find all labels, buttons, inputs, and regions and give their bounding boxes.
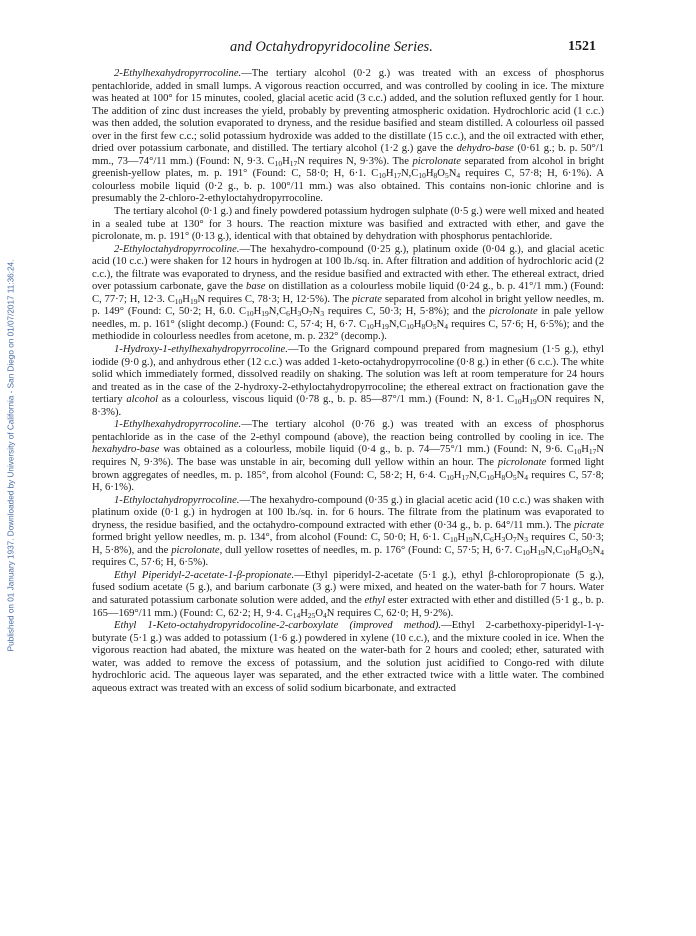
- paragraph-1-hydroxy-1-ethylhexahydropyrrocoline: 1-Hydroxy-1-ethylhexahydropyrrocoline.—To the Grignard compound prepared from magnesium (1·5 g.), ethyl iodide (9·0 g.), and anhydrous ether (12 c.c.) was added 1-keto-octahydropyrrocoline (0·8 g.) in ether (6 c.c.). The white solid which immediately formed, dissolved readily on shaking. The solution was left at room temperature for 24 hours and treated as in the case of the 2-hydroxy-2-ethyloctahydropyrrocoline; the ethereal extract on fractionation gave the tertiary alcohol as a colourless, viscous liquid (0·78 g., b. p. 85—87°/1 mm.) (Found: N, 8·1. $C_{10}H_{19}ON$ requires N, 8·3%).: [92, 344, 604, 418]
- paragraph-1-ethylhexahydropyrrocoline: 1-Ethylhexahydropyrrocoline.—The tertiary alcohol (0·76 g.) was treated with an excess of phosphorus pentachloride as in the case of the 2-ethyl compound (above), the reaction being controlled by cooling in ice. The hexahydro-base was obtained as a colourless, mobile liquid (0·4 g., b. p. 74—75°/1 mm.) (Found: N, 9·6. $C_{10}H_{17}N$ requires N, 9·3%). The base was unstable in air, becoming dull yellow within an hour. The picrolonate formed light brown aggregates of needles, m. p. 185°, from alcohol (Found: C, 58·2; H, 6·4. $C_{10}H_{17}N,C_{10}H_8O_5N_4$ requires C, 57·8; H, 6·1%).: [92, 419, 605, 494]
- page-header: [112, 38, 596, 60]
- page-number: 1521: [568, 39, 596, 54]
- paragraph-ethyl-keto-octahydropyridocoline-carboxylate: Ethyl 1-Keto-octahydropyridocoline-2-carboxylate (improved method).—Ethyl 2-carbethoxy-piperidyl-1-γ-butyrate (5·1 g.) was added to potassium (1·6 g.) powdered in xylene (10 c.c.), and the mixture cooled in ice. When the vigorous reaction had abated, the mixture was heated on the water-bath for 2 hours and cooled; ether, saturated with water, was added to remove the excess of potassium, and the solution just acidified to Congo-red with dilute hydrochloric acid. The aqueous layer was separated, and the ether extracted twice with a little water. The combined aqueous extract was treated with an excess of solid sodium bicarbonate, and extracted: [92, 620, 604, 694]
- paragraph-1-ethyloctahydropyrrocoline: 1-Ethyloctahydropyrrocoline.—The hexahydro-compound (0·35 g.) in glacial acetic acid (10 c.c.) was shaken with platinum oxide (0·1 g.) in hydrogen at 100 lb./sq. in. for 6 hours. The filtrate from the platinum was evaporated to dryness, the residue basified, and the octahydro-compound extracted with ether (0·34 g., b. p. 64°/11 mm.). The picrate formed bright yellow needles, m. p. 134°, from alcohol (Found: C, 50·0; H, 6·1. $C_{10}H_{19}N,C_6H_3O_7N_3$ requires C, 50·3; H, 5·8%), and the picrolonate, dull yellow rosettes of needles, m. p. 176° (Found: C, 57·5; H, 6·7. $C_{10}H_{19}N,C_{10}H_8O_5N_4$ requires C, 57·6; H, 6·5%).: [92, 494, 604, 569]
- paragraph-2-ethyloctahydropyrrocoline: 2-Ethyloctahydropyrrocoline.—The hexahydro-compound (0·25 g.), platinum oxide (0·04 g.), and glacial acetic acid (10 c.c.) were shaken for 12 hours in hydrogen at 100 lb./sq. in. After filtration and addition of hydrochloric acid (2 c.c.), the filtrate was evaporated to dryness, and the residue basified and extracted with ether. The ethereal extract, dried over potassium carbonate, gave the base on distillation as a colourless mobile liquid (0·24 g., b. p. 41°/1 mm.) (Found: C, 77·7; H, 12·3. $C_{10}H_{19}N$ requires C, 78·3; H, 12·5%). The picrate separated from alcohol in bright yellow needles, m. p. 149° (Found: C, 50·2; H, 6.0. $C_{10}H_{19}N,C_6H_3O_7N_3$ requires C, 50·3; H, 5·8%); and the picrolonate in pale yellow needles, m. p. 161° (slight decomp.) (Found: C, 57·4; H, 6·7. $C_{10}H_{19}N,C_{10}H_8O_5N_4$ requires C, 57·6; H, 6·5%); and the methiodide in colourless needles from acetone, m. p. 232° (decomp.).: [92, 243, 604, 343]
- download-watermark: [4, 60, 18, 850]
- paragraph-dehydration-khso4: The tertiary alcohol (0·1 g.) and finely powdered potassium hydrogen sulphate (0·5 g.) were well mixed and heated in a sealed tube at 130° for 3 hours. The reaction mixture was basified and extracted with ether, and gave the picrolonate, m. p. 191° (0·13 g.), identical with that obtained by dehydration with phosphorus pentachloride.: [92, 206, 604, 243]
- running-title: and Octahydropyridocoline Series.: [230, 39, 433, 55]
- download-watermark-text: Published on 01 January 1937. Downloaded by University of California - San Diego on 01/07/2017 11:36:24.: [6, 259, 16, 651]
- paragraph-ethyl-piperidyl-acetate-propionate: Ethyl Piperidyl-2-acetate-1-β-propionate.—Ethyl piperidyl-2-acetate (5·1 g.), ethyl β-chloropropionate (5 g.), fused sodium acetate (5 g.), and barium carbonate (3 g.) were mixed, and heated on the water-bath for 7 hours. Water and saturated potassium carbonate solution were added, and the ethyl ester extracted with ether and distilled (5·1 g., b. p. 165—169°/11 mm.) (Found: C, 62·2; H, 9·4. $C_{14}H_{25}O_4N$ requires C, 62·0; H, 9·2%).: [92, 569, 604, 620]
- paragraph-2-ethylhexahydropyrrocoline: 2-Ethylhexahydropyrrocoline.—The tertiary alcohol (0·2 g.) was treated with an excess of phosphorus pentachloride, added in small lumps. A vigorous reaction occurred, and was controlled by cooling in ice. The mixture was heated at 100° for 15 minutes, cooled, glacial acetic acid (3 c.c.) added, and the solution refluxed gently for 1 hour. The addition of zinc dust increases the yield, probably by preventing atmospheric oxidation. Hydrochloric acid (1 c.c.) was then added, the solution evaporated to dryness, and the residue basified and steam distilled. A colourless oil passed over in the first few c.c.; solid potassium hydroxide was added to the distillate (15 c.c.), and the oil extracted with ether, dried over potassium carbonate, and distilled. The tertiary alcohol (1·2 g.) gave the dehydro-base (0·61 g.; b. p. 50°/1 mm., 73—74°/11 mm.) (Found: N, 9·3. $C_{10}H_{17}N$ requires N, 9·3%). The picrolonate separated from alcohol in bright greenish-yellow plates, m. p. 191° (Found: C, 58·0; H, 6·1. $C_{10}H_{17}N,C_{10}H_8O_5N_4$ requires C, 57·8; H, 6·1%). A colourless mobile liquid (0·2 g., b. p. 100°/11 mm.) was also obtained. This contains non-ionic chlorine and is presumably the 2-chloro-2-ethyloctahydropyrrocoline.: [92, 68, 605, 205]
- article-body: [92, 68, 604, 695]
